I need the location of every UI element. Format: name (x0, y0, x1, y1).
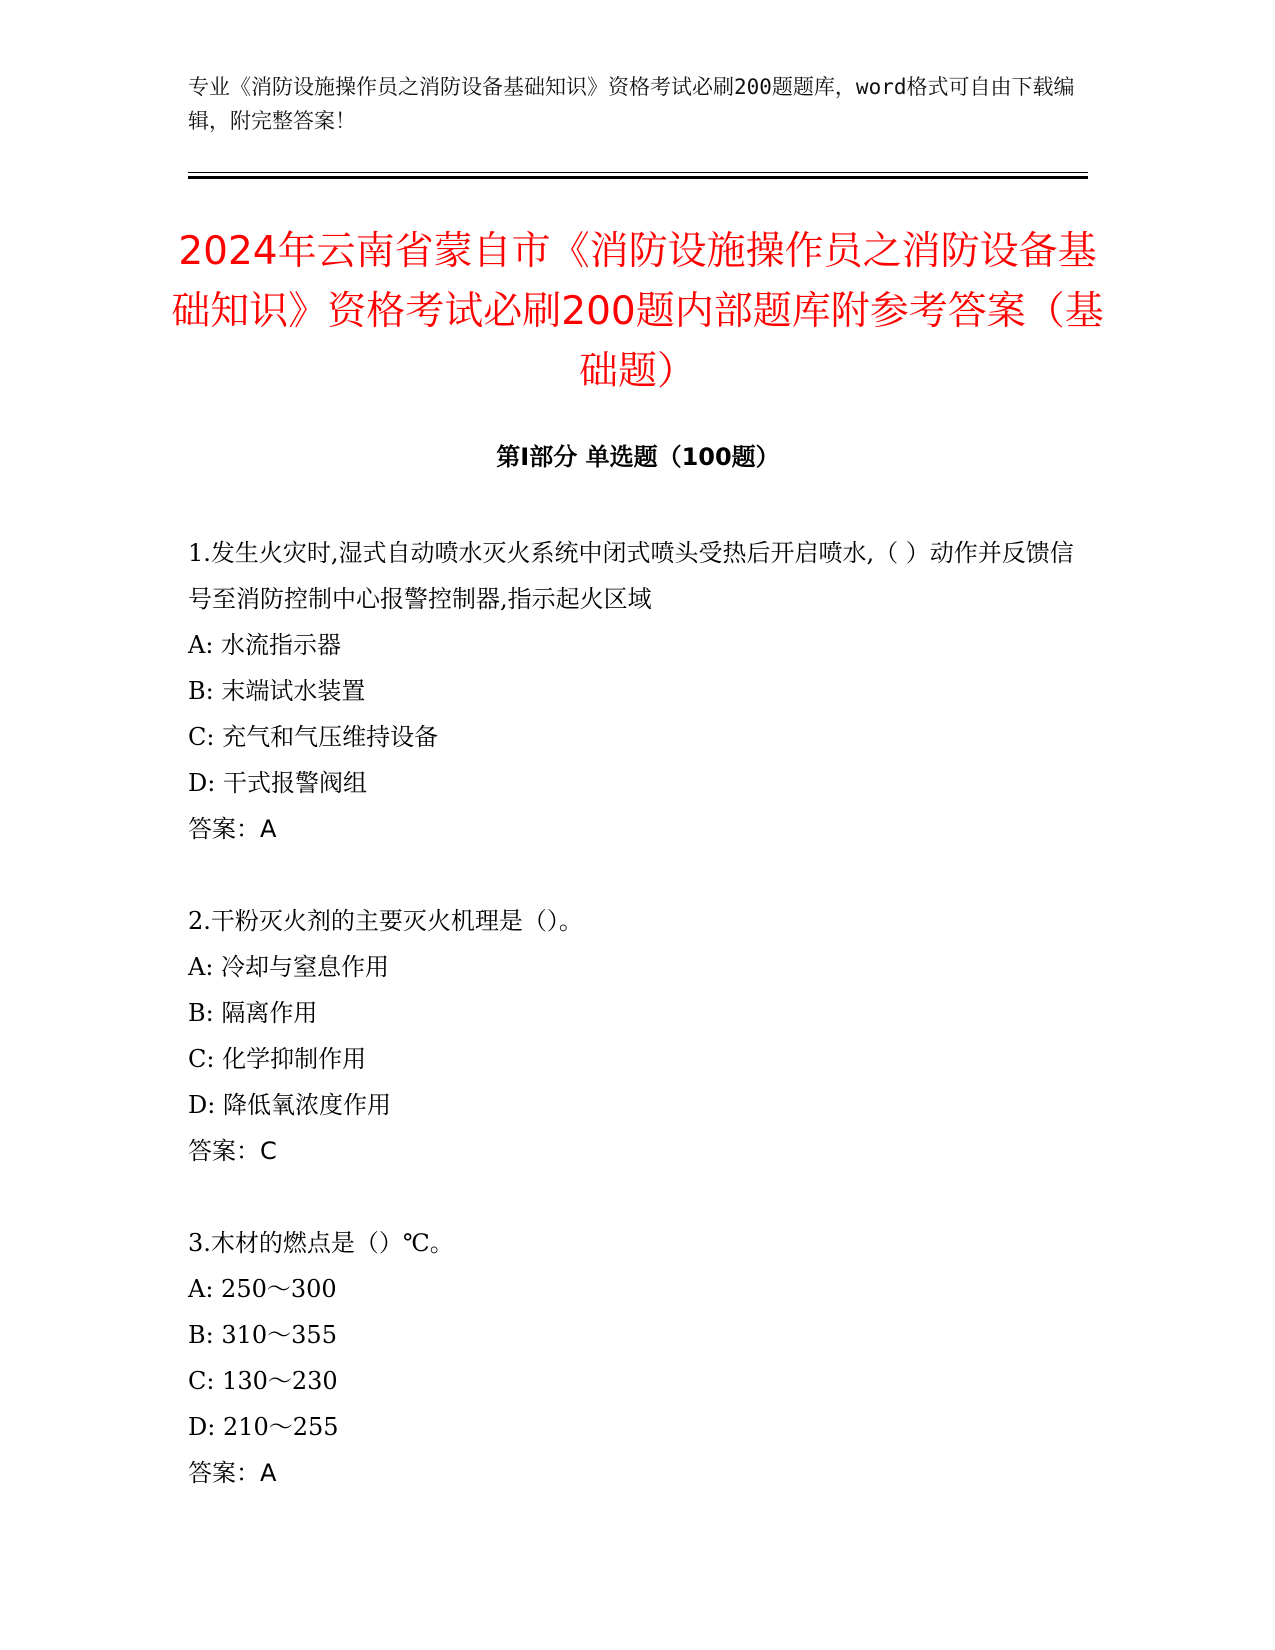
answer-line: 答案：A (188, 1459, 277, 1487)
question-2 (188, 898, 1088, 1174)
question-stem: 2.干粉灭火剂的主要灭火机理是（）。 (188, 907, 583, 935)
option-c: C: 化学抑制作用 (188, 1045, 367, 1073)
answer-line: 答案：A (188, 815, 277, 843)
question-stem: 3.木材的燃点是（）℃。 (188, 1229, 454, 1257)
option-d: D: 降低氧浓度作用 (188, 1091, 391, 1119)
question-3 (188, 1220, 1088, 1496)
option-b: B: 末端试水装置 (188, 677, 366, 705)
option-c: C: 130～230 (188, 1367, 338, 1395)
option-d: D: 干式报警阀组 (188, 769, 367, 797)
section-heading: 第I部分 单选题（100题） (496, 443, 780, 471)
answer-line: 答案：C (188, 1137, 277, 1165)
question-list (188, 530, 1088, 1542)
option-a: A: 250～300 (188, 1275, 337, 1303)
option-c: C: 充气和气压维持设备 (188, 723, 439, 751)
header-note: 专业《消防设施操作员之消防设备基础知识》资格考试必刷200题题库，word格式可自由下载编辑，附完整答案！ (188, 75, 1075, 133)
option-a: A: 水流指示器 (188, 631, 342, 659)
option-a: A: 冷却与窒息作用 (188, 953, 390, 981)
document-title: 2024年云南省蒙自市《消防设施操作员之消防设备基础知识》资格考试必刷200题内部题库附参考答案（基础题） (171, 229, 1104, 394)
header-divider-thin (188, 172, 1088, 173)
option-b: B: 310～355 (188, 1321, 337, 1349)
option-b: B: 隔离作用 (188, 999, 318, 1027)
question-stem: 1.发生火灾时,湿式自动喷水灭火系统中闭式喷头受热后开启喷水,（ ）动作并反馈信号至消防控制中心报警控制器,指示起火区域 (188, 539, 1074, 613)
header-divider-thick (188, 176, 1088, 179)
option-d: D: 210～255 (188, 1413, 339, 1441)
question-1 (188, 530, 1088, 852)
